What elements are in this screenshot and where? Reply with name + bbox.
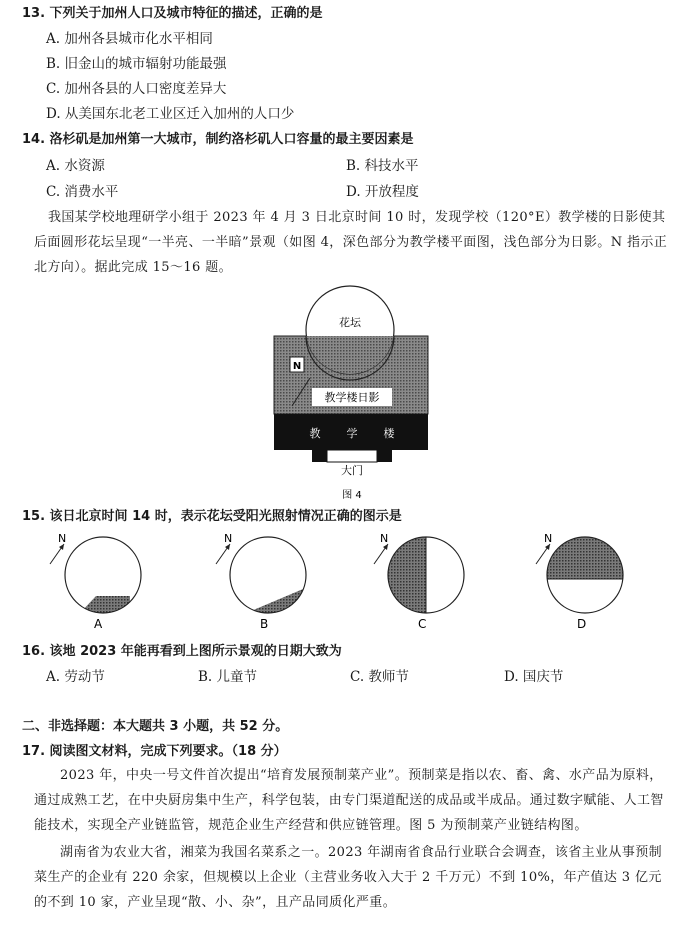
q13-option-b: B. 旧金山的城市辐射功能最强 bbox=[46, 56, 227, 72]
q13-option-d: D. 从美国东北老工业区迁入加州的人口少 bbox=[46, 106, 295, 122]
building-char-3: 楼 bbox=[383, 427, 395, 440]
building-char-1: 教 bbox=[309, 427, 321, 440]
option-d-diagram bbox=[536, 532, 625, 631]
q14-option-b: B. 科技水平 bbox=[346, 158, 419, 174]
option-b-label: B bbox=[260, 617, 269, 631]
north-label: N bbox=[292, 361, 302, 372]
q16-option-c: C. 教师节 bbox=[350, 669, 409, 685]
svg-text:N: N bbox=[224, 532, 233, 545]
section-2-heading: 二、非选择题：本大题共 3 小题，共 52 分。 bbox=[22, 719, 289, 734]
q16-option-d: D. 国庆节 bbox=[504, 669, 564, 685]
figure-4 bbox=[268, 284, 434, 504]
option-d-label: D bbox=[577, 617, 587, 631]
q16-option-a: A. 劳动节 bbox=[46, 669, 105, 685]
q17-stem: 17. 阅读图文材料，完成下列要求。（18 分） bbox=[22, 744, 287, 759]
intro-paragraph: 我国某学校地理研学小组于 2023 年 4 月 3 日北京时间 10 时，发现学校（120°E）教学楼的日影使其后面圆形花坛呈现“一半亮、一半暗”景观（如图 4，深色部分为教学楼平面图，浅色部分为日影。N 指示正北方向）。据此完成 15～16 题。 bbox=[34, 210, 668, 275]
q17-paragraph-1: 2023 年，中央一号文件首次提出“培育发展预制菜产业”。预制菜是指以农、畜、禽、水产品为原料，通过成熟工艺，在中央厨房集中生产，科学包装，由专门渠道配送的成品或半成品。通过数字赋能、人工智能技术，实现全产业链监管，规范企业生产经营和供应链管理。图 5 为预制菜产业链结构图。 bbox=[34, 768, 664, 833]
q15-diagrams bbox=[40, 530, 660, 636]
q16-stem: 16. 该地 2023 年能再看到上图所示景观的日期大致为 bbox=[22, 644, 342, 659]
q14-option-d: D. 开放程度 bbox=[346, 184, 419, 200]
building-char-2: 学 bbox=[346, 427, 358, 440]
q14-option-a: A. 水资源 bbox=[46, 158, 105, 174]
q13-option-c: C. 加州各县的人口密度差异大 bbox=[46, 81, 227, 97]
q15-stem: 15. 该日北京时间 14 时，表示花坛受阳光照射情况正确的图示是 bbox=[22, 509, 402, 524]
svg-text:N: N bbox=[380, 532, 389, 545]
shadow-label: 教学楼日影 bbox=[324, 391, 380, 404]
option-a-label: A bbox=[94, 617, 103, 631]
option-b-diagram bbox=[216, 532, 310, 631]
figure-4-caption: 图 4 bbox=[342, 490, 362, 501]
q13-stem: 13. 下列关于加州人口及城市特征的描述，正确的是 bbox=[22, 6, 323, 21]
flowerbed-label: 花坛 bbox=[339, 316, 361, 329]
gate-label: 大门 bbox=[341, 464, 363, 477]
q14-stem: 14. 洛杉矶是加州第一大城市，制约洛杉矶人口容量的最主要因素是 bbox=[22, 132, 414, 147]
svg-text:N: N bbox=[544, 532, 553, 545]
option-a-diagram bbox=[50, 532, 141, 631]
option-c-label: C bbox=[418, 617, 427, 631]
q14-option-c: C. 消费水平 bbox=[46, 184, 119, 200]
q16-option-b: B. 儿童节 bbox=[198, 669, 258, 685]
q17-paragraph-2: 湖南省为农业大省，湘菜为我国名菜系之一。2023 年湖南省食品行业联合会调查，该省主业从事预制菜生产的企业有 220 余家，但规模以上企业（主营业务收入大于 2 千万元）不到 10%，年产值达 3 亿元的不到 10 家，产业呈现“散、小、杂”，且产品同质化严重。 bbox=[34, 845, 663, 910]
option-c-diagram bbox=[374, 532, 464, 631]
svg-text:N: N bbox=[58, 532, 67, 545]
q13-option-a: A. 加州各县城市化水平相同 bbox=[46, 31, 213, 47]
